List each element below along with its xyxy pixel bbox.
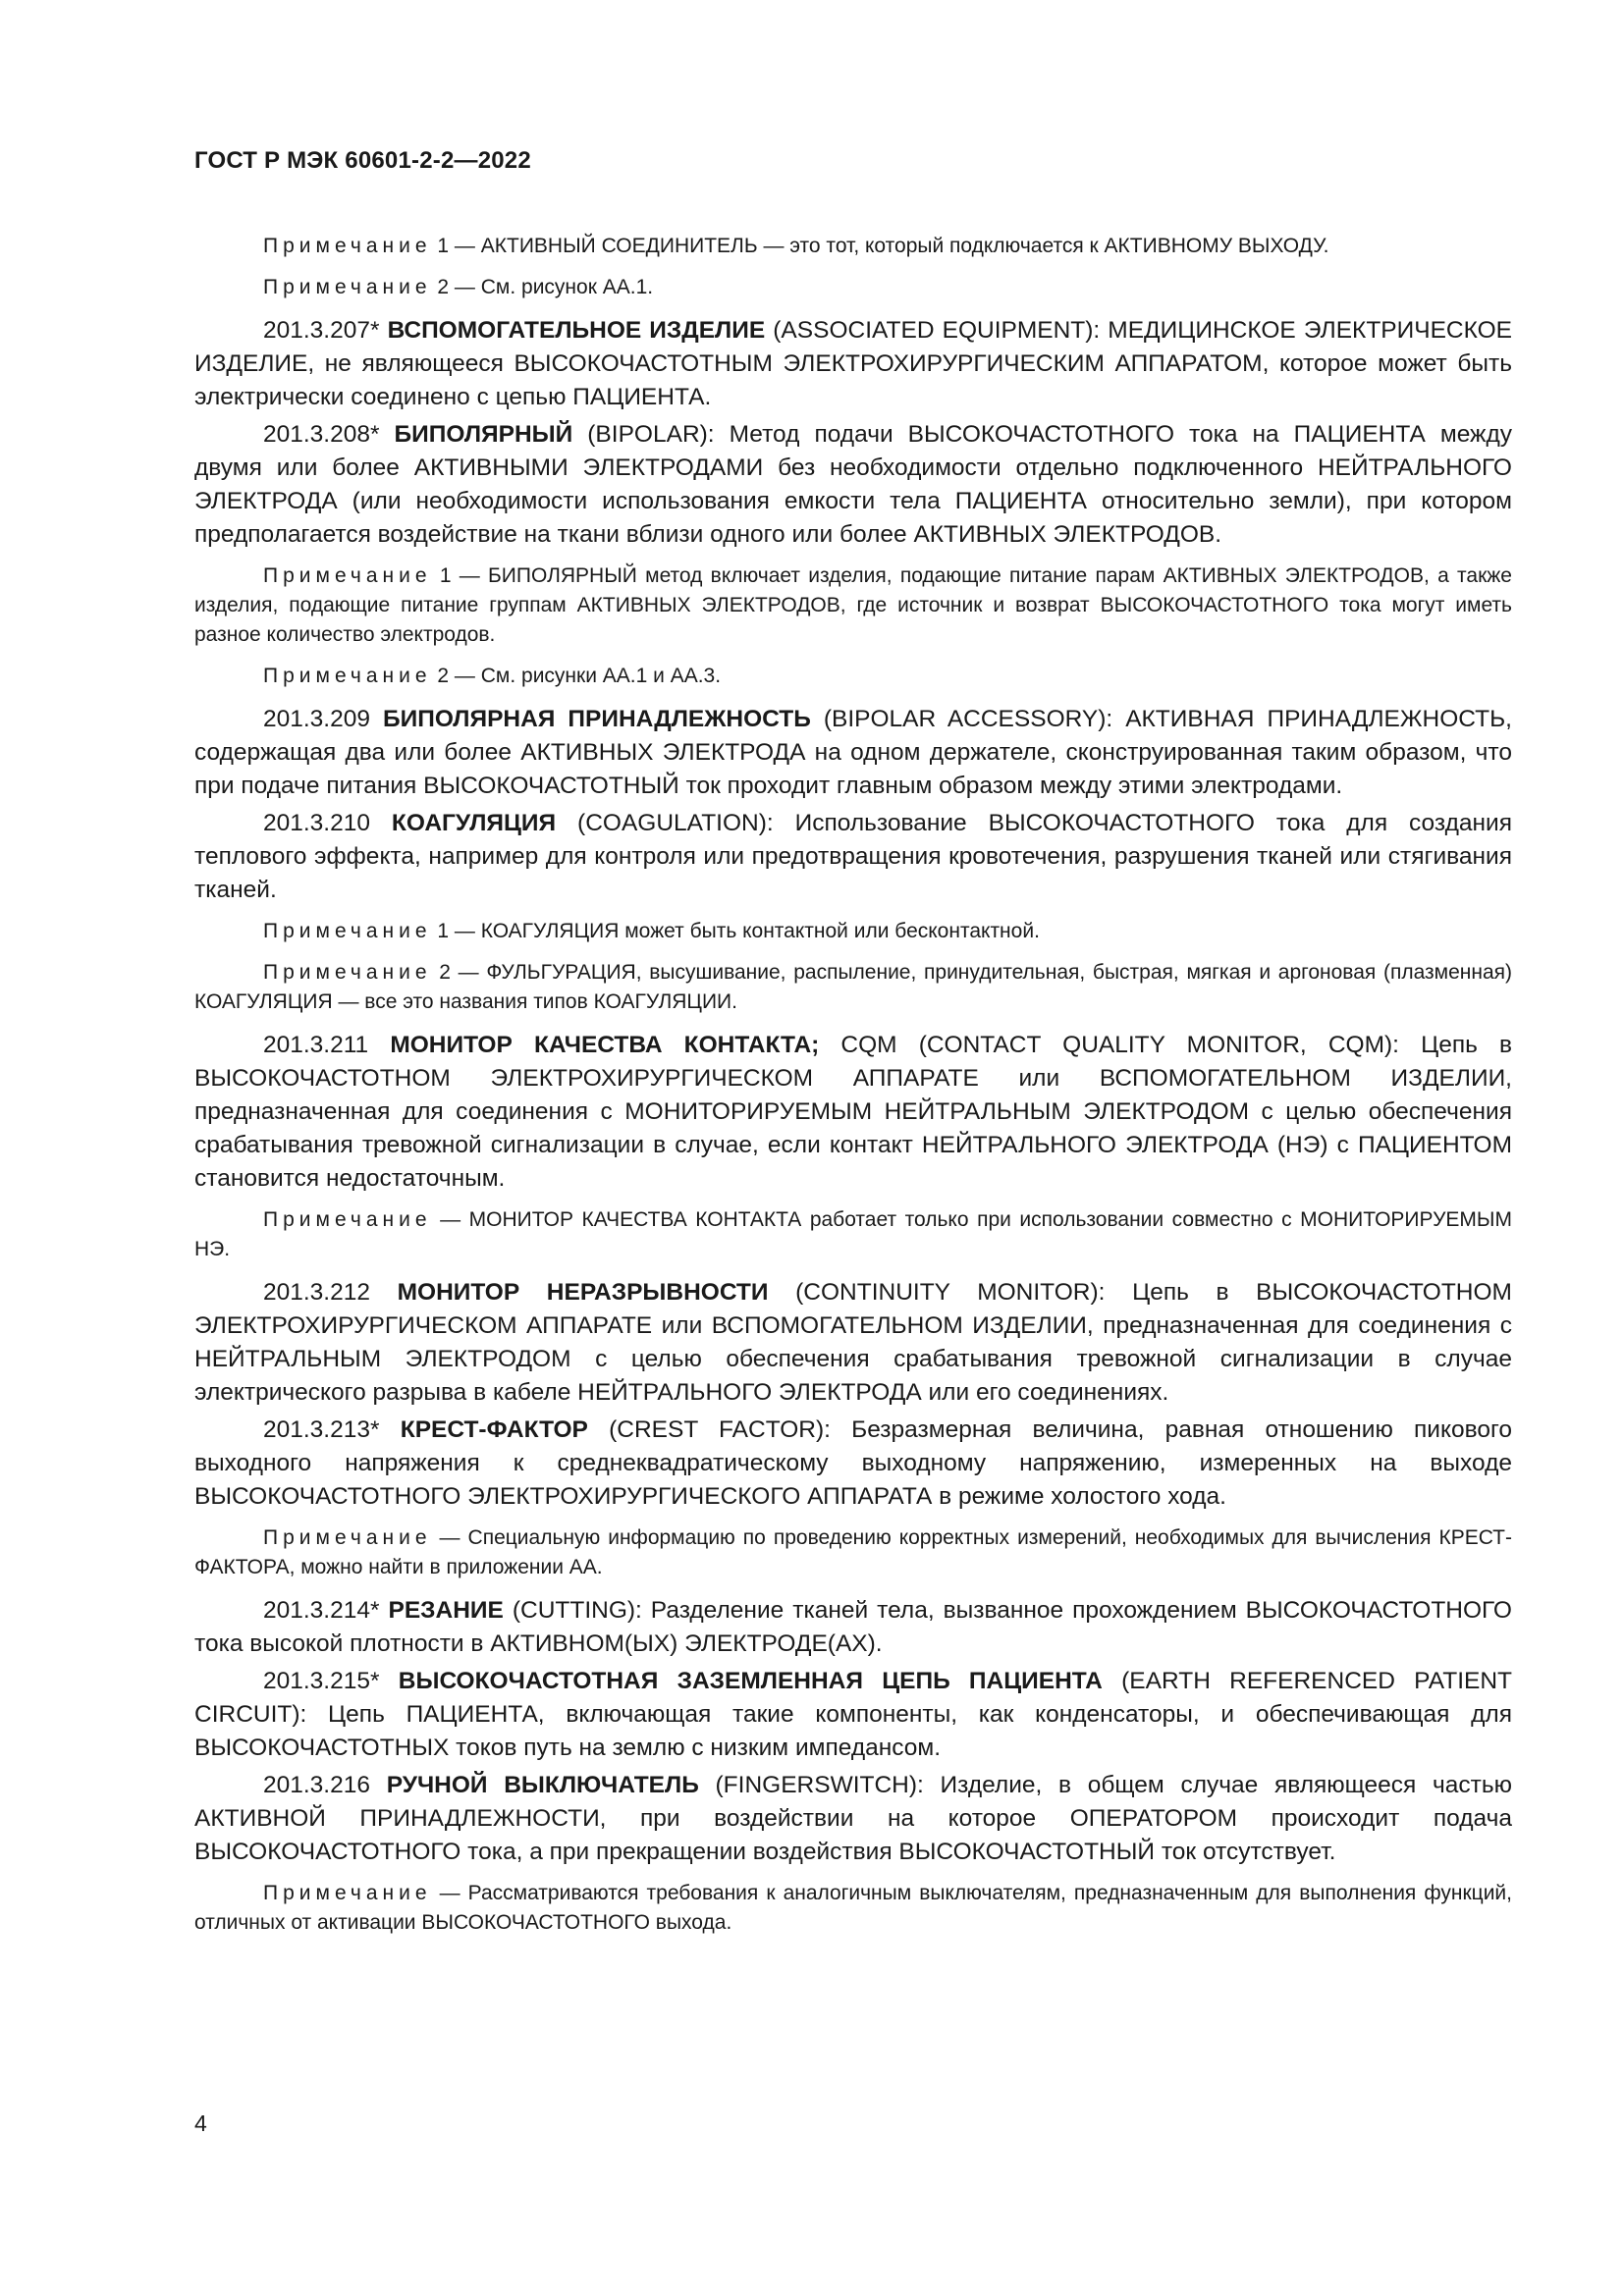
entry-number: 201.3.211 — [263, 1032, 391, 1058]
entry-text: (BIPOLAR ACCESSORY): АКТИВНАЯ ПРИНАДЛЕЖНОСТЬ, содержащая два или более АКТИВНЫХ ЭЛЕКТРОДА на одном держателе, сконструированная таким образом, что при подаче питания ВЫСОКОЧАСТОТНЫЙ ток проходит главным образом между этими электродами. — [194, 706, 1512, 799]
note-paragraph — [194, 1205, 1512, 1264]
entry-term: КОАГУЛЯЦИЯ — [391, 810, 557, 836]
note-paragraph — [194, 1879, 1512, 1938]
note-paragraph — [194, 273, 1512, 302]
entry-term: БИПОЛЯРНАЯ ПРИНАДЛЕЖНОСТЬ — [383, 706, 811, 732]
note-label: Примечание — [263, 1882, 432, 1904]
entry-number: 201.3.207* — [263, 317, 388, 344]
entry-number: 201.3.212 — [263, 1279, 398, 1306]
entry-text: (CREST FACTOR): Безразмерная величина, равная отношению пикового выходного напряжения к среднеквадратическому выходному напряжению, измеренных на выходе ВЫСОКОЧАСТОТНОГО ЭЛЕКТРОХИРУРГИЧЕСКОГО АППАРАТА в режиме холостого хода. — [194, 1416, 1512, 1510]
definition-entry — [194, 807, 1512, 907]
entry-term: БИПОЛЯРНЫЙ — [394, 421, 573, 448]
page-header: ГОСТ Р МЭК 60601-2-2—2022 — [194, 147, 531, 174]
entry-number: 201.3.214* — [263, 1597, 389, 1624]
note-label: Примечание — [263, 920, 432, 942]
note-label: Примечание — [263, 961, 432, 984]
definition-entry — [194, 1594, 1512, 1661]
note-text: — Специальную информацию по проведению корректных измерений, необходимых для вычисления КРЕСТ-ФАКТОРА, можно найти в приложении АА. — [194, 1526, 1512, 1578]
entry-term: ВСПОМОГАТЕЛЬНОЕ ИЗДЕЛИЕ — [387, 317, 766, 344]
entry-number: 201.3.208* — [263, 421, 395, 448]
entry-text: (CONTINUITY MONITOR): Цепь в ВЫСОКОЧАСТОТНОМ ЭЛЕКТРОХИРУРГИЧЕСКОМ АППАРАТЕ или ВСПОМОГАТЕЛЬНОМ ИЗДЕЛИИ, предназначенная для соединения с НЕЙТРАЛЬНЫМ ЭЛЕКТРОДОМ с целью обеспечения срабатывания тревожной сигнализации в случае электрического разрыва в кабеле НЕЙТРАЛЬНОГО ЭЛЕКТРОДА или его соединениях. — [194, 1279, 1512, 1406]
note-text: 2 — ФУЛЬГУРАЦИЯ, высушивание, распыление, принудительная, быстрая, мягкая и аргоновая (плазменная) КОАГУЛЯЦИЯ — все это названия типов КОАГУЛЯЦИИ. — [194, 961, 1512, 1013]
definition-entry — [194, 1769, 1512, 1869]
note-label: Примечание — [263, 1208, 432, 1231]
definition-entry — [194, 703, 1512, 803]
note-text: — МОНИТОР КАЧЕСТВА КОНТАКТА работает только при использовании совместно с МОНИТОРИРУЕМЫМ НЭ. — [194, 1208, 1512, 1260]
note-label: Примечание — [263, 235, 432, 257]
note-text: 2 — См. рисунок АА.1. — [431, 276, 654, 298]
definition-entry — [194, 314, 1512, 414]
entry-term: ВЫСОКОЧАСТОТНАЯ ЗАЗЕМЛЕННАЯ ЦЕПЬ ПАЦИЕНТА — [398, 1668, 1103, 1694]
entry-term: КРЕСТ-ФАКТОР — [400, 1416, 588, 1443]
note-text: 1 — АКТИВНЫЙ СОЕДИНИТЕЛЬ — это тот, который подключается к АКТИВНОМУ ВЫХОДУ. — [431, 235, 1329, 257]
note-text: 1 — БИПОЛЯРНЫЙ метод включает изделия, подающие питание парам АКТИВНЫХ ЭЛЕКТРОДОВ, а также изделия, подающие питание группам АКТИВНЫХ ЭЛЕКТРОДОВ, где источник и возврат ВЫСОКОЧАСТОТНОГО тока могут иметь разное количество электродов. — [194, 564, 1512, 646]
entry-number: 201.3.210 — [263, 810, 392, 836]
entry-number: 201.3.215* — [263, 1668, 399, 1694]
note-paragraph — [194, 662, 1512, 691]
entry-number: 201.3.209 — [263, 706, 383, 732]
entry-text: (FINGERSWITCH): Изделие, в общем случае являющееся частью АКТИВНОЙ ПРИНАДЛЕЖНОСТИ, при воздействии на которое ОПЕРАТОРОМ происходит подача ВЫСОКОЧАСТОТНОГО тока, а при прекращении воздействия ВЫСОКОЧАСТОТНЫЙ ток отсутствует. — [194, 1772, 1512, 1865]
note-label: Примечание — [263, 564, 432, 587]
definition-entry — [194, 1665, 1512, 1765]
entry-term: МОНИТОР НЕРАЗРЫВНОСТИ — [397, 1279, 769, 1306]
entry-text: CQM (CONTACT QUALITY MONITOR, CQM): Цепь в ВЫСОКОЧАСТОТНОМ ЭЛЕКТРОХИРУРГИЧЕСКОМ АППАРАТЕ или ВСПОМОГАТЕЛЬНОМ ИЗДЕЛИИ, предназначенная для соединения с МОНИТОРИРУЕМЫМ НЕЙТРАЛЬНЫМ ЭЛЕКТРОДОМ с целью обеспечения срабатывания тревожной сигнализации в случае, если контакт НЕЙТРАЛЬНОГО ЭЛЕКТРОДА (НЭ) с ПАЦИЕНТОМ становится недостаточным. — [194, 1032, 1513, 1192]
entry-term: РЕЗАНИЕ — [388, 1597, 504, 1624]
note-label: Примечание — [263, 1526, 432, 1549]
entry-text: (CUTTING): Разделение тканей тела, вызванное прохождением ВЫСОКОЧАСТОТНОГО тока высокой плотности в АКТИВНОМ(ЫХ) ЭЛЕКТРОДЕ(АХ). — [194, 1597, 1512, 1657]
entry-term: МОНИТОР КАЧЕСТВА КОНТАКТА; — [390, 1032, 820, 1058]
entry-number: 201.3.213* — [263, 1416, 401, 1443]
entry-term: РУЧНОЙ ВЫКЛЮЧАТЕЛЬ — [386, 1772, 699, 1798]
note-label: Примечание — [263, 665, 432, 687]
definition-entry — [194, 1414, 1512, 1514]
note-text: — Рассматриваются требования к аналогичным выключателям, предназначенным для выполнения функций, отличных от активации ВЫСОКОЧАСТОТНОГО выхода. — [194, 1882, 1512, 1934]
entry-text: (BIPOLAR): Метод подачи ВЫСОКОЧАСТОТНОГО тока на ПАЦИЕНТА между двумя или более АКТИВНЫМИ ЭЛЕКТРОДАМИ без необходимости отдельно подключенного НЕЙТРАЛЬНОГО ЭЛЕКТРОДА (или необходимости использования емкости тела ПАЦИЕНТА относительно земли), при котором предполагается воздействие на ткани вблизи одного или более АКТИВНЫХ ЭЛЕКТРОДОВ. — [194, 421, 1512, 548]
definition-entry — [194, 418, 1512, 552]
note-label: Примечание — [263, 276, 432, 298]
note-paragraph — [194, 958, 1512, 1017]
entry-text: (COAGULATION): Использование ВЫСОКОЧАСТОТНОГО тока для создания теплового эффекта, например для контроля или предотвращения кровотечения, разрушения тканей или стягивания тканей. — [194, 810, 1512, 903]
note-text: 2 — См. рисунки АА.1 и АА.3. — [431, 665, 722, 687]
document-body — [194, 222, 1512, 1949]
note-text: 1 — КОАГУЛЯЦИЯ может быть контактной или бесконтактной. — [431, 920, 1040, 942]
entry-text: (EARTH REFERENCED PATIENT CIRCUIT): Цепь ПАЦИЕНТА, включающая такие компоненты, как конденсаторы, и обеспечивающая для ВЫСОКОЧАСТОТНЫХ токов путь на землю с низким импедансом. — [194, 1668, 1512, 1761]
entry-number: 201.3.216 — [263, 1772, 387, 1798]
definition-entry — [194, 1029, 1512, 1196]
definition-entry — [194, 1276, 1512, 1410]
note-paragraph — [194, 1523, 1512, 1582]
entry-text: (ASSOCIATED EQUIPMENT): МЕДИЦИНСКОЕ ЭЛЕКТРИЧЕСКОЕ ИЗДЕЛИЕ, не являющееся ВЫСОКОЧАСТОТНЫМ ЭЛЕКТРОХИРУРГИЧЕСКИМ АППАРАТОМ, которое может быть электрически соединено с цепью ПАЦИЕНТА. — [194, 317, 1512, 410]
note-paragraph — [194, 917, 1512, 946]
page-number: 4 — [194, 2110, 207, 2136]
note-paragraph — [194, 561, 1512, 650]
note-paragraph — [194, 232, 1512, 261]
